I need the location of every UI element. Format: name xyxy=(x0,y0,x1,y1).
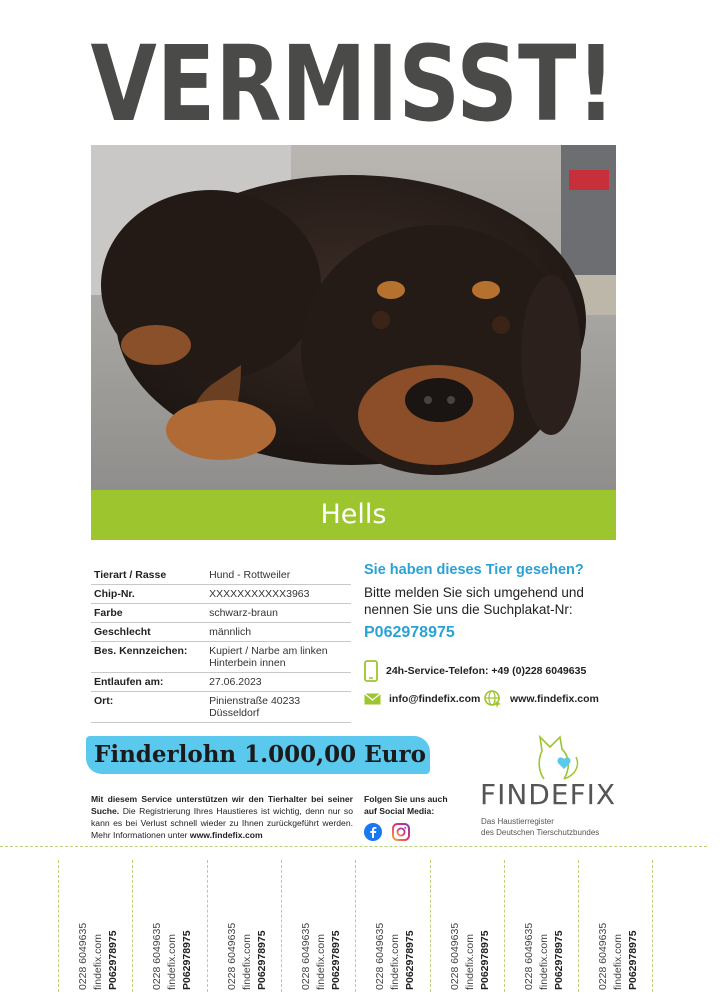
tearoff-number: P062978975 xyxy=(478,930,491,990)
tearoff-divider xyxy=(58,860,59,992)
tearoff-number: P062978975 xyxy=(552,930,565,990)
tearoff-text xyxy=(373,858,433,990)
tearoff-site: findefix.com xyxy=(389,933,402,990)
tearoff-site: findefix.com xyxy=(92,933,104,990)
table-row xyxy=(91,642,351,673)
detail-label: Chip-Nr. xyxy=(91,585,206,604)
tearoff-phone: 0228 6049635 xyxy=(522,922,535,990)
social-text: Folgen Sie uns auch auf Social Media: xyxy=(364,794,448,816)
seen-block xyxy=(364,562,634,642)
reward-text: Finderlohn 1.000,00 Euro xyxy=(94,741,426,768)
detail-value: Hund - Rottweiler xyxy=(206,566,351,585)
detail-label: Ort: xyxy=(91,692,206,723)
tearoff-site: findefix.com xyxy=(612,933,625,990)
service-link[interactable]: www.findefix.com xyxy=(189,830,263,840)
tearoff-divider xyxy=(578,860,579,992)
tearoff-phone: 0228 6049635 xyxy=(77,922,89,990)
table-row xyxy=(91,604,351,623)
brand-sub-line2: des Deutschen Tierschutzbundes xyxy=(481,828,600,837)
email-text: info@findefix.com xyxy=(389,693,481,705)
table-row xyxy=(91,585,351,604)
pet-name-bar xyxy=(91,490,616,540)
tearoff-cut-line xyxy=(0,846,707,847)
web-text: www.findefix.com xyxy=(510,693,599,705)
tearoff-tab[interactable] xyxy=(430,860,504,992)
tearoff-divider xyxy=(355,860,356,992)
web-contact[interactable] xyxy=(484,690,599,708)
tearoff-divider xyxy=(281,860,282,992)
tearoff-site: findefix.com xyxy=(463,933,476,990)
tearoff-tab[interactable] xyxy=(578,860,652,992)
tearoff-text xyxy=(150,858,210,990)
tearoff-end xyxy=(652,860,726,992)
tearoff-phone: 0228 6049635 xyxy=(299,922,312,990)
reward-badge xyxy=(86,736,430,774)
social-block xyxy=(364,793,464,841)
pet-name: Hells xyxy=(320,499,387,530)
tearoff-text xyxy=(225,858,285,990)
tearoff-phone: 0228 6049635 xyxy=(448,922,461,990)
tearoff-number: P062978975 xyxy=(627,930,640,990)
detail-label: Tierart / Rasse xyxy=(91,566,206,585)
tearoff-phone: 0228 6049635 xyxy=(225,922,238,990)
tearoff-text xyxy=(522,858,582,990)
tearoff-site: findefix.com xyxy=(537,933,550,990)
detail-value: schwarz-braun xyxy=(206,604,351,623)
tearoff-divider xyxy=(207,860,208,992)
email-contact[interactable] xyxy=(364,693,480,705)
phone-text: 24h-Service-Telefon: +49 (0)228 6049635 xyxy=(386,665,587,677)
table-row xyxy=(91,623,351,642)
detail-label: Geschlecht xyxy=(91,623,206,642)
phone-contact[interactable] xyxy=(364,660,586,682)
tearoff-text xyxy=(596,858,656,990)
headline-text: VERMISST! xyxy=(90,23,616,145)
brand-part1: FINDE xyxy=(480,778,570,811)
detail-value: XXXXXXXXXXX3963 xyxy=(206,585,351,604)
tearoff-number: P062978975 xyxy=(404,930,417,990)
service-body: Die Registrierung Ihres Haustieres ist wichtig, denn nur so kann es bei Verlust schnell wieder zu Ihnen zurückgeführt werden. Mehr Informationen unter xyxy=(91,806,353,840)
tearoff-text xyxy=(299,858,359,990)
phone-icon xyxy=(364,660,378,682)
table-row xyxy=(91,566,351,585)
pet-details-table xyxy=(91,566,351,723)
poster-number: P062978975 xyxy=(364,624,455,641)
tearoff-number: P062978975 xyxy=(181,930,194,990)
detail-value: 27.06.2023 xyxy=(206,673,351,692)
service-text xyxy=(91,793,353,841)
tearoff-text xyxy=(76,858,136,990)
tearoff-phone: 0228 6049635 xyxy=(151,922,164,990)
brand-sub-line1: Das Haustierregister xyxy=(481,817,554,826)
tearoff-number: P062978975 xyxy=(329,930,342,990)
tearoff-tab[interactable] xyxy=(504,860,578,992)
mail-icon xyxy=(364,693,381,705)
facebook-icon[interactable] xyxy=(364,823,382,841)
tearoff-number: P062978975 xyxy=(255,930,268,990)
instagram-icon[interactable] xyxy=(392,823,410,841)
tearoff-tab[interactable] xyxy=(355,860,429,992)
tearoff-tab[interactable] xyxy=(132,860,206,992)
tearoff-number: P062978975 xyxy=(107,930,119,990)
tearoff-tab[interactable] xyxy=(58,860,132,992)
tearoff-phone: 0228 6049635 xyxy=(374,922,387,990)
brand-name xyxy=(480,778,616,811)
detail-label: Farbe xyxy=(91,604,206,623)
detail-value: männlich xyxy=(206,623,351,642)
tearoff-tab[interactable] xyxy=(207,860,281,992)
seen-question: Sie haben dieses Tier gesehen? xyxy=(364,562,584,578)
brand-part2: FIX xyxy=(569,778,617,811)
globe-icon xyxy=(484,690,502,708)
tearoff-text xyxy=(448,858,508,990)
tearoff-site: findefix.com xyxy=(166,933,179,990)
seen-text: Bitte melden Sie sich umgehend und nennen Sie uns die Suchplakat-Nr: xyxy=(364,585,584,617)
brand-subtitle xyxy=(481,816,599,838)
pet-photo xyxy=(91,145,616,490)
tearoff-site: findefix.com xyxy=(314,933,327,990)
tearoff-divider xyxy=(504,860,505,992)
tearoff-tab[interactable] xyxy=(281,860,355,992)
service-bold: Mit diesem Service unterstützen wir den Tierhalter bei seiner Suche. xyxy=(91,794,353,816)
detail-label: Bes. Kennzeichen: xyxy=(91,642,206,673)
detail-label: Entlaufen am: xyxy=(91,673,206,692)
tearoff-site: findefix.com xyxy=(240,933,253,990)
detail-value: Pinienstraße 40233 Düsseldorf xyxy=(206,692,351,723)
tearoff-divider xyxy=(430,860,431,992)
table-row xyxy=(91,673,351,692)
table-row xyxy=(91,692,351,723)
detail-value: Kupiert / Narbe am linken Hinterbein innen xyxy=(206,642,351,673)
headline xyxy=(90,20,616,145)
tearoff-divider xyxy=(652,860,653,992)
tearoff-phone: 0228 6049635 xyxy=(597,922,610,990)
tearoff-divider xyxy=(132,860,133,992)
